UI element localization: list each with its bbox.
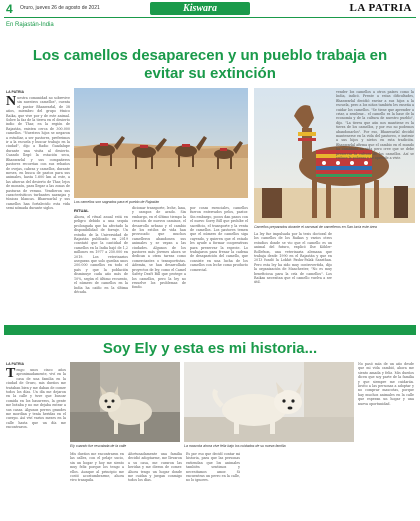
section-strip-text: HISTORIAS DE ANIMALES... HISTORIAS DE ANIMALES... HISTORIAS DE ANIMALES... HISTORIAS DE ANIMALES...: [6, 335, 360, 342]
article-text: por cosas esenciales, camellos fueron enterrados pelos, pastor. Sin embargo, pocos dan pasos con el nuevo Sorry Bill que prohíbe el sacrificio, el transporte y la venta de camellos. Los pastores temen que el número de camellos siga cayendo, y quieren que el estado les ayude a formar cooperativas para preservar la especie. Lo trabajaron para frenar la cadena de desaparición del camello, que consiste en una lucha de los camellos con leche como producto comercial.: [190, 206, 248, 272]
article-column-4: [190, 206, 248, 322]
story-column-4: [128, 452, 182, 517]
article-headline-2: Soy Ely y esta es mi historia...: [102, 340, 318, 357]
story-text: engo unos cinco años aproximadamente, viví en la casa de una familia en la ciudad de Oruro, mis dueños me trataban bien y me daban de comer todos los días. Un día me dejaron en la calle y tuve que buscar comida en los basureros, la gente me botaba y no me dejaba entrar a sus casas. Algunos perros grandes me mordían y tenía heridas en el cuerpo. Así viví varios meses en la calle hasta que un día me encontraron.: [6, 368, 66, 430]
article-column-2: [74, 206, 128, 322]
drop-cap: N: [6, 94, 17, 109]
rescued-dog-photo: [70, 362, 180, 442]
article-text: dicionar transporte, leche, lana, y campos de arado. Sin embargo, en el último tiempo la creación de nuevos caminos, el desarrollo urbano y el cambio de los estilos de vida han provocado que muchos camelleros abandonen sus animales y se vayan a las ciudades. Algunos de los pastores más jóvenes ahora se dedican a otras tareas como comerciantes o transportistas. Además, se han desarrollado proyectos de ley, como el Camel Safety Draft Bill que protege a los camellos, pero la ley no resuelve los problemas de fondo.: [132, 206, 186, 290]
article-column-1: [6, 90, 70, 322]
happy-dog-photo: [184, 362, 354, 442]
article-column-5: [254, 232, 332, 322]
photo-caption: Ely cuando fue rescatada de la calle: [70, 444, 127, 448]
section-banner: [150, 2, 250, 15]
newspaper-brand: LA PATRIA: [349, 2, 412, 14]
issue-date: Oruro, jueves 26 de agosto de 2021: [20, 5, 100, 11]
article-headline: Los camellos desaparecen y un pueblo trabaja en evitar su extinción: [32, 47, 388, 82]
section-title: Kiswara: [183, 3, 217, 14]
story-column-1: [6, 362, 66, 517]
page-number: 4: [6, 2, 13, 16]
article-text: vender los camellos a otros países como la India, indicó. Frente a estas dificultades, Bhanwarlal decidió enviar a sus hijos a la escuela, pero a los niños también les enseña a cuidar los camellos. "Se tiene que aprender a criar, a sembrar... el camello es la base de la economía y de la cultura de nuestro pueblo", dijo. "La tierra que aún nos mantiene es la tierra de los camellos, y por eso no podemos abandonarlos". Por eso, Bhanwarlal decidió mantenerse en la vida del pastoreo, e instruir a sus hijos y nietos en esta tradición. Bhanwarlal afirma que el cambio en el mundo ha cambiado su vida pero cree que se debe preservar la cultura de los camellos. Así se reduce la pobreza y se aprende a vivir.: [336, 90, 414, 161]
article-column-3: [132, 206, 186, 322]
story-text: No pasó más de un año desde que mi vida cambió, ahora me siento amada y feliz. Mis dueños dicen que soy parte de la familia y que siempre me cuidarán. Invito a las personas a adoptar y no comprar mascotas, porque hay muchos animales en la calle que esperan un hogar y una nueva oportunidad.: [358, 362, 414, 406]
photo-caption: La mascota ahora vive feliz bajo los cuidados de su nueva familia: [184, 444, 286, 448]
article-kicker: En Rajastán-India: [6, 22, 54, 28]
article-column-6: [336, 90, 414, 322]
story-column-6: [358, 362, 414, 517]
story-text: Afortunadamente una familia decidió adoptarme, me llevaron a su casa, me curaron las heridas y me dieron de comer. Ahora tengo un hogar donde me cuidan y juegan conmigo todos los días.: [128, 452, 182, 483]
camels-photo: [74, 88, 248, 198]
photo-caption: Los camellos son sagrados para el pueblo de Rajastán: [74, 200, 160, 204]
article-text: La ley fue impulsada por la tesis doctoral de los camellos de los Raikas y varios otros estudios donde se vio que el camello es un animal del futuro, explicó Ilse Köhler-Rollefson, una veterinaria alemana que trabaja desde 1990 en el Rajastán y que en 2013 fundó la Lokhit Pashu-Palak Sansthan. Pero esta ley ha sido muy controvertida, dijo la organización de Manchester, "No es muy beneficiosa para la cría de camellos". Los Raikas necesitan que el camello vuelva a ser útil.: [254, 232, 332, 285]
photo-caption: Camellos preparados durante el carnaval de camelleros en San lucía este área: [254, 225, 377, 229]
section-strip: [4, 325, 416, 342]
article-text: Ahora, el ritual anual está en peligro debido a una sequía prolongada que ha afectado la disponibilidad de forraje. Un estudio de la Universidad de Rajastán publicado en 2019 constató que la cantidad de camellos en la India bajó de 1,2 millones en 1977 a 250.000 en 2019. Los veterinarios aseguran que solo quedan unos 200.000 camellos en todo el país y que la población disminuye cada año más de 10%, según el último recuento, el número de camellos en la India ha caído en la última década.: [74, 215, 128, 294]
article-agency: LA PATRIA: [6, 90, 25, 94]
story-text: Mis dueños me encontraron en las calles, con el pelaje sucio, sin un hogar y hoy me siento muy feliz porque los tengo a ellos. Aunque al principio me costó acostumbrarme, ahora vivo tranquila.: [70, 452, 124, 483]
story-column-5: [186, 452, 240, 517]
article-text: uestra comunidad no sobrevive sin nuestros camellos", cuenta el pastor Bhanwarlal, de 38 años, miembro del grupo étnico Raika, que vive por y de este animal. Sobre la faz de la tierra en el desierto indio de Thar, en la región de Rajastán, existen cerca de 300.000 camellos. "Nuestros hijos se negaron a estudiar, a ser pastores, preferimos ir a la escuela y buscar trabajo en la ciudad", dijo a Radio Guadalupe durante una visita al desierto. Cuando llegó la estación seca, Bhanwarlal y sus compañeros pastores recorrían con sus rebaños de ovejas, cabras y camellos, durante meses, en busca de pastos para sus animales, hasta 1.600 km al este, a las afueras del desierto de Thar, lejos de monzón, para llegar a las zonas de pasturas de verano. Vendieron sus caracterísiticos turbantes naranjas y túnicas blancas. Bhanwarlal y sus camellos han fortalecido esta vida semi nómada durante siglos.: [6, 96, 70, 211]
story-text: Es por eso que decidí contar mi historia, para que las personas entiendan que los animales también sentimos y necesitamos amor. Si encuentras un perro en la calle, no lo ignores.: [186, 452, 240, 483]
story-agency: LA PATRIA: [6, 362, 25, 366]
article-subhead: RITUAL: [74, 208, 89, 213]
drop-cap: T: [6, 366, 16, 381]
story-column-3: [70, 452, 124, 517]
header-rule: [4, 17, 416, 18]
